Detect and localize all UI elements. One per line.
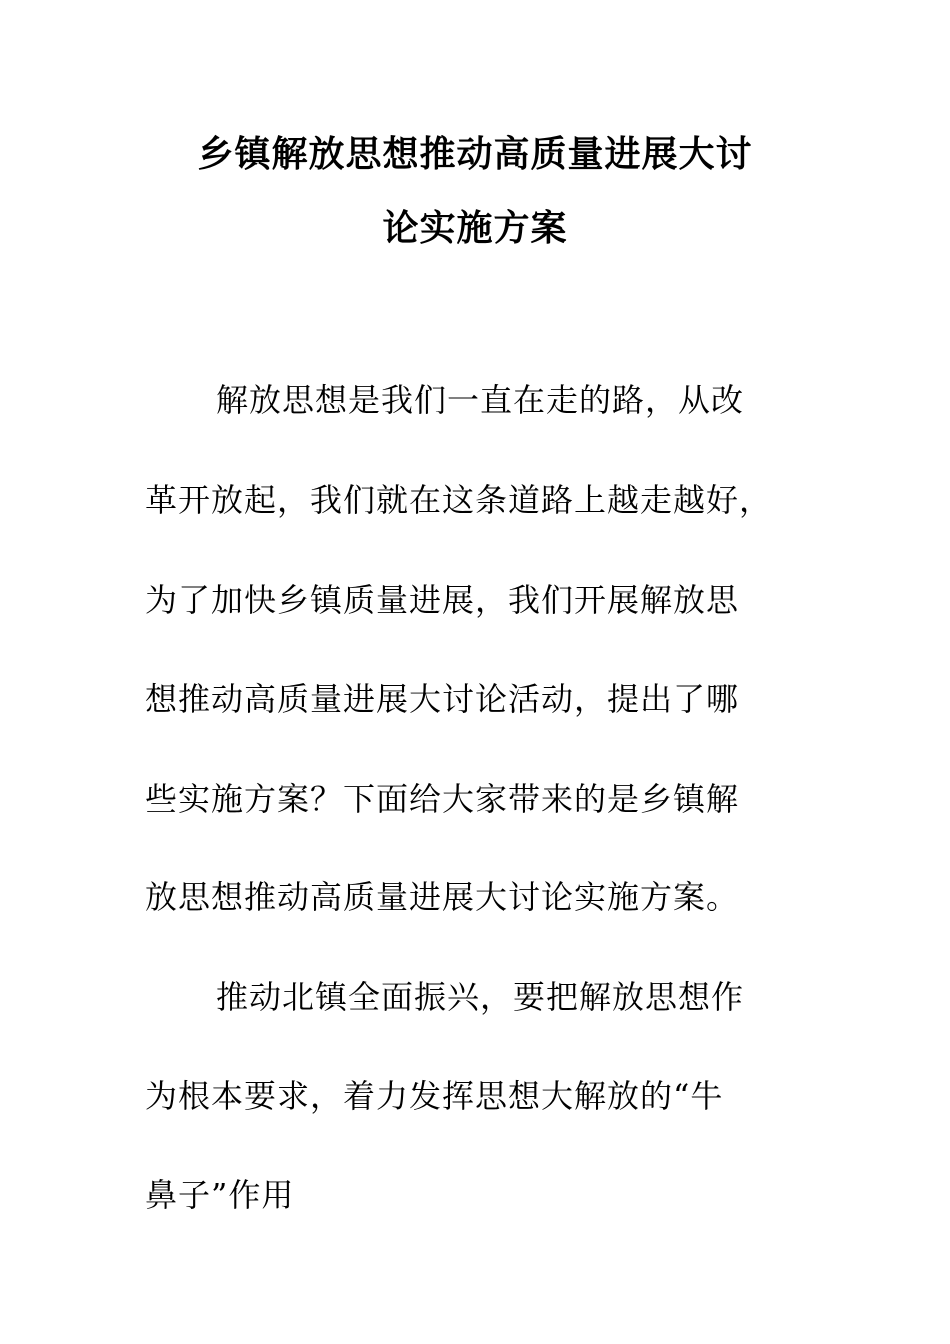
paragraph-1-line-4: 想推动高质量进展大讨论活动，提出了哪 [145, 680, 740, 718]
document-title-line-2: 论实施方案 [382, 207, 568, 249]
paragraph-2-line-1: 推动北镇全面振兴，要把解放思想作 [216, 978, 745, 1016]
paragraph-1-line-2: 革开放起，我们就在这条道路上越走越好， [145, 481, 773, 519]
paragraph-1-line-6: 放思想推动高质量进展大讨论实施方案。 [145, 878, 740, 916]
paragraph-1-line-3: 为了加快乡镇质量进展，我们开展解放思 [145, 581, 740, 619]
document-title-line-1: 乡镇解放思想推动高质量进展大讨 [197, 133, 753, 175]
paragraph-1-line-5: 些实施方案？下面给大家带来的是乡镇解 [145, 780, 740, 818]
paragraph-1-line-1: 解放思想是我们一直在走的路，从改 [216, 381, 745, 419]
paragraph-2-line-3: 鼻子”作用 [145, 1176, 295, 1214]
paragraph-2-line-2: 为根本要求，着力发挥思想大解放的“牛 [145, 1077, 724, 1115]
